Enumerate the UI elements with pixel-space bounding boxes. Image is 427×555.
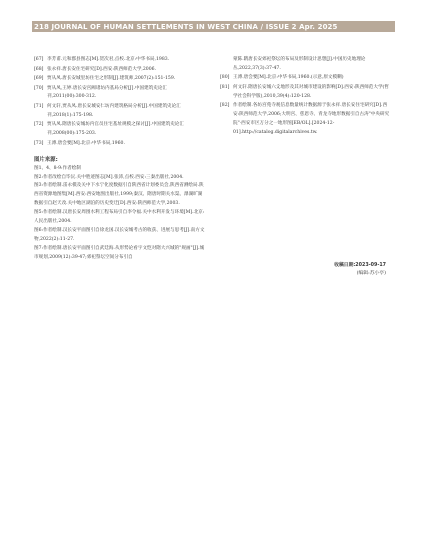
reference-number: [82] [220,103,230,109]
reference-list-left [34,56,206,149]
reference-number: [67] [34,57,44,62]
reference-item [34,66,206,75]
reference-text: 何文轩.隋唐长安城六爻地形及其对城市建设的影响[D].西安:陕西师范大学(哲学社会科学版),2010,39(4):120-128. [233,84,389,99]
figure-source-item: 图1、4、8-9:作者绘制 [34,165,81,171]
figure-sources-list [34,165,206,263]
figure-source-item: 图7:作者绘制.唐长安平面图引自武廷海.从形势论看宇文恺对隋大兴城的"规画"[J].城市规划,2009(12):39-47;郊祀祭坛空间分布引自 [34,245,205,260]
reference-item [220,102,393,138]
article-dates [300,262,386,278]
reference-number: [81] [220,84,230,90]
received-date: 收稿日期:2023-09-17 [334,263,386,268]
reference-item [220,56,393,74]
reference-number: [70] [34,85,44,91]
reference-text: 李芳甫.元和郡县图志[M].贺次君,点校.北京:中华书局,1983. [47,57,170,62]
reference-item [34,85,206,103]
editor-credit: (编辑:苏小亭) [356,271,386,276]
reference-text: 贾从凤.隋唐长安城坊内官员住宅基址规模之探讨[J].中国建筑史论汇刊,2008(00):175-203. [47,122,184,137]
reference-item [34,56,206,65]
reference-item [34,121,206,139]
reference-item [34,103,206,121]
reference-item [220,74,393,83]
left-column [34,56,206,263]
reference-number: [73] [34,140,44,146]
running-header: 218 JOURNAL OF HUMAN SETTLEMENTS IN WEST CHINA / ISSUE 2 Apr. 2025 [34,23,338,31]
reference-text: 王溥.唐会要[M].北京:中华书局,1960.(示意,原文模糊) [233,75,344,81]
reference-text: 王溥.唐会要[M].北京:中华书局,1960. [47,140,125,146]
figure-source-item: 图3:作者绘制.雷永模及关中下水宁化度数据引自陕西省计划委员会,陕西省测绘局.陕西省资源地图集[M].西安:西安地图出版社,1999;秦汉、隋唐时期关水渠、瀑湖旷湖数据引自赵天改.关中地区湖泊的历史变迁[D].西安:陕西师范大学,2003. [34,183,204,207]
reference-item [34,75,206,84]
reference-text: 作者绘制.各坊宫苑寺观信息数量统计数据源于张永祥.唐长安住宅研究[D].西安:陕西师范大学,2006;大明宫、慈恩寺、青龙寺地形数据引自古涛"中央研究院"·西安市区万分之一地形图[EB/OL].[2024-12-01].http://catalog.digitalarchives.tw. [233,103,390,136]
figure-source-item: 图6:作者绘制.汉长安平面图引自徐龙国.汉长安城考古的收获、进展与思考[J].南方文物,2022(2):11-27. [34,227,205,242]
reference-item [220,84,393,102]
reference-item [34,140,206,149]
reference-number: [69] [34,76,44,81]
reference-number: [80] [220,75,230,81]
reference-text: 张永祥.唐长安住宅研究[D].西安:陕西师范大学,2006. [47,66,157,72]
figure-source-item: 图2:作者改绘自毕沅.关中胜迹图志[M].张沛,点校.西安:三秦出版社,2004. [34,174,184,180]
figure-sources-title: 图片来源: [34,156,58,163]
figure-source-item: 图5:作者绘制.汉唐长安周围水利工程布局引自李令福.关中水利开发与环境[M].北京:人民出版社,2004. [34,210,205,225]
reference-list-right [220,56,393,138]
reference-number: [72] [34,122,44,128]
right-column [220,56,393,139]
reference-number: [71] [34,103,44,109]
reference-text: 何文轩,贾从凤.唐长安城安仁坊内建筑格局分析[J].中国建筑史论汇刊,2018(1):175-198. [47,103,181,118]
reference-text: 蒙陈.隋唐长安郊祀祭坛的布局及形制设计思想[J].中国历史地理论丛,2022,37(3):37-47. [233,57,366,71]
reference-number [220,56,233,74]
reference-text: 贾从凤.唐长安城里坊住宅之形制[J].建筑师,2007(2):151-159. [47,76,176,81]
reference-text: 贾从凤,王婷.唐长安宫阙诸坊内基局分析[J].中国建筑史论汇刊,2011(00):300-312. [47,85,168,100]
reference-number: [68] [34,66,44,72]
